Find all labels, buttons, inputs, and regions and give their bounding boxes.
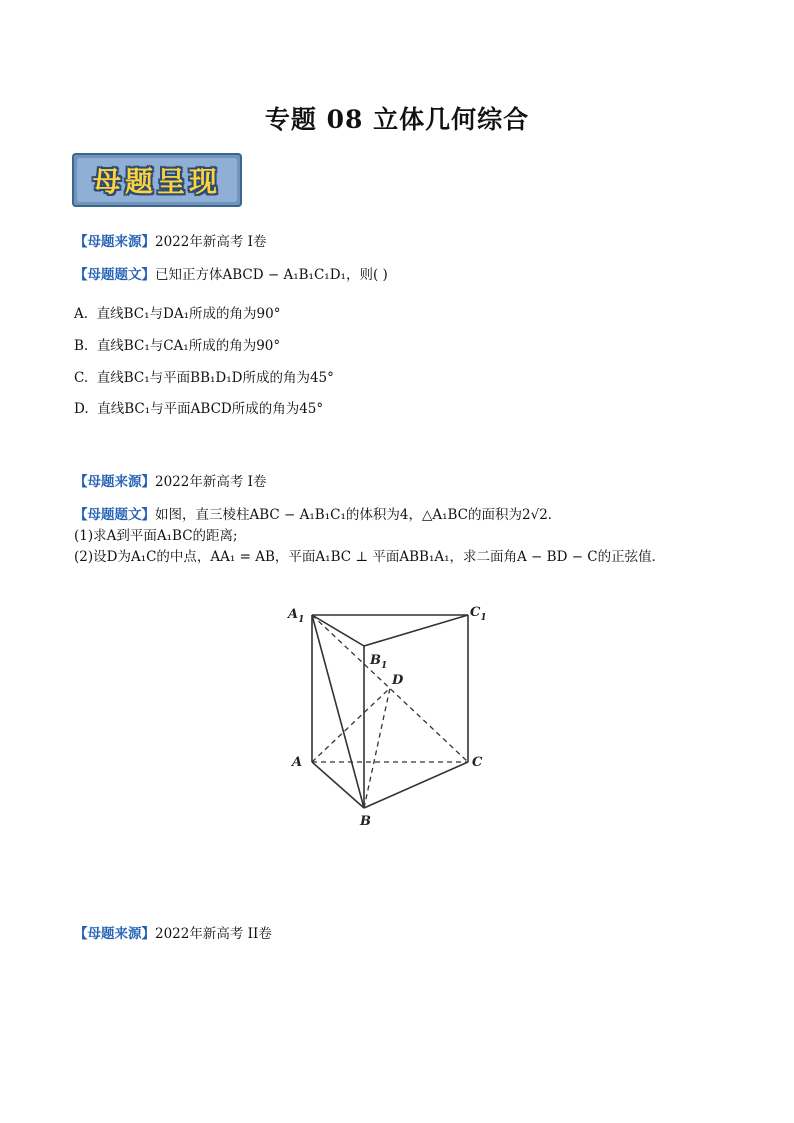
label-b1: $B_1$ [370,653,388,671]
section-badge [72,153,242,207]
p2-stem-tag: 【母题题文】 [74,507,155,523]
p3-source-text: 2022年新高考 II卷 [155,926,272,942]
p1-stem-tag: 【母题题文】 [74,267,155,283]
p3-source-line [74,922,272,942]
p1-option-a-label: A. [74,306,89,322]
p1-option-d-label: D. [74,401,89,417]
edge-a-b [312,762,364,808]
p1-option-a [74,302,280,322]
p2-source-text: 2022年新高考 I卷 [155,474,267,490]
label-d: D [392,673,404,688]
dashed-a1-c [312,615,468,762]
dashed-a-d [312,688,390,762]
section-badge-text: 母题呈现 [92,165,221,198]
p1-option-c-label: C. [74,370,89,386]
p2-part-2: (2)设D为A₁C的中点，AA₁ = AB，平面A₁BC ⊥ 平面ABB₁A₁，求二面角A − BD − C的正弦值． [74,549,666,565]
p1-option-d [74,397,323,417]
dashed-b-d [364,688,390,808]
p2-stem-text: 如图，直三棱柱ABC − A₁B₁C₁的体积为4，△A₁BC的面积为2√2． [155,507,562,523]
p1-option-b-text: 直线BC₁与CA₁所成的角为90° [96,338,281,354]
p2-part-1: (1)求A到平面A₁BC的距离; [74,528,238,544]
p1-option-b [74,334,280,354]
p1-stem-text: 已知正方体ABCD − A₁B₁C₁D₁，则( ) [155,267,388,283]
edge-b-c [364,762,468,808]
p1-stem-line [74,263,388,283]
label-c: C [472,755,483,770]
page-title: 专题 08 立体几何综合 [264,105,530,134]
p1-source-line [74,230,266,250]
label-a: A [292,755,303,770]
p1-option-c-text: 直线BC₁与平面BB₁D₁D所成的角为45° [96,370,334,386]
p3-source-tag: 【母题来源】 [74,926,155,942]
p2-stem-line [74,503,561,523]
label-a1: $A_1$ [288,607,305,625]
p2-source-line [74,470,266,490]
label-c1: $C_1$ [470,605,487,623]
p1-source-tag: 【母题来源】 [74,234,155,250]
edge-b1-c1 [364,615,468,646]
p1-source-text: 2022年新高考 I卷 [155,234,267,250]
p1-option-c [74,366,334,386]
prism-figure [280,598,500,830]
prism-diagram [280,598,500,830]
p1-option-a-text: 直线BC₁与DA₁所成的角为90° [96,306,281,322]
label-b: B [360,814,371,829]
p2-source-tag: 【母题来源】 [74,474,155,490]
p1-option-b-label: B. [74,338,89,354]
section-badge-inner [77,158,237,202]
edge-a1-b [312,615,364,808]
p1-option-d-text: 直线BC₁与平面ABCD所成的角为45° [97,401,324,417]
